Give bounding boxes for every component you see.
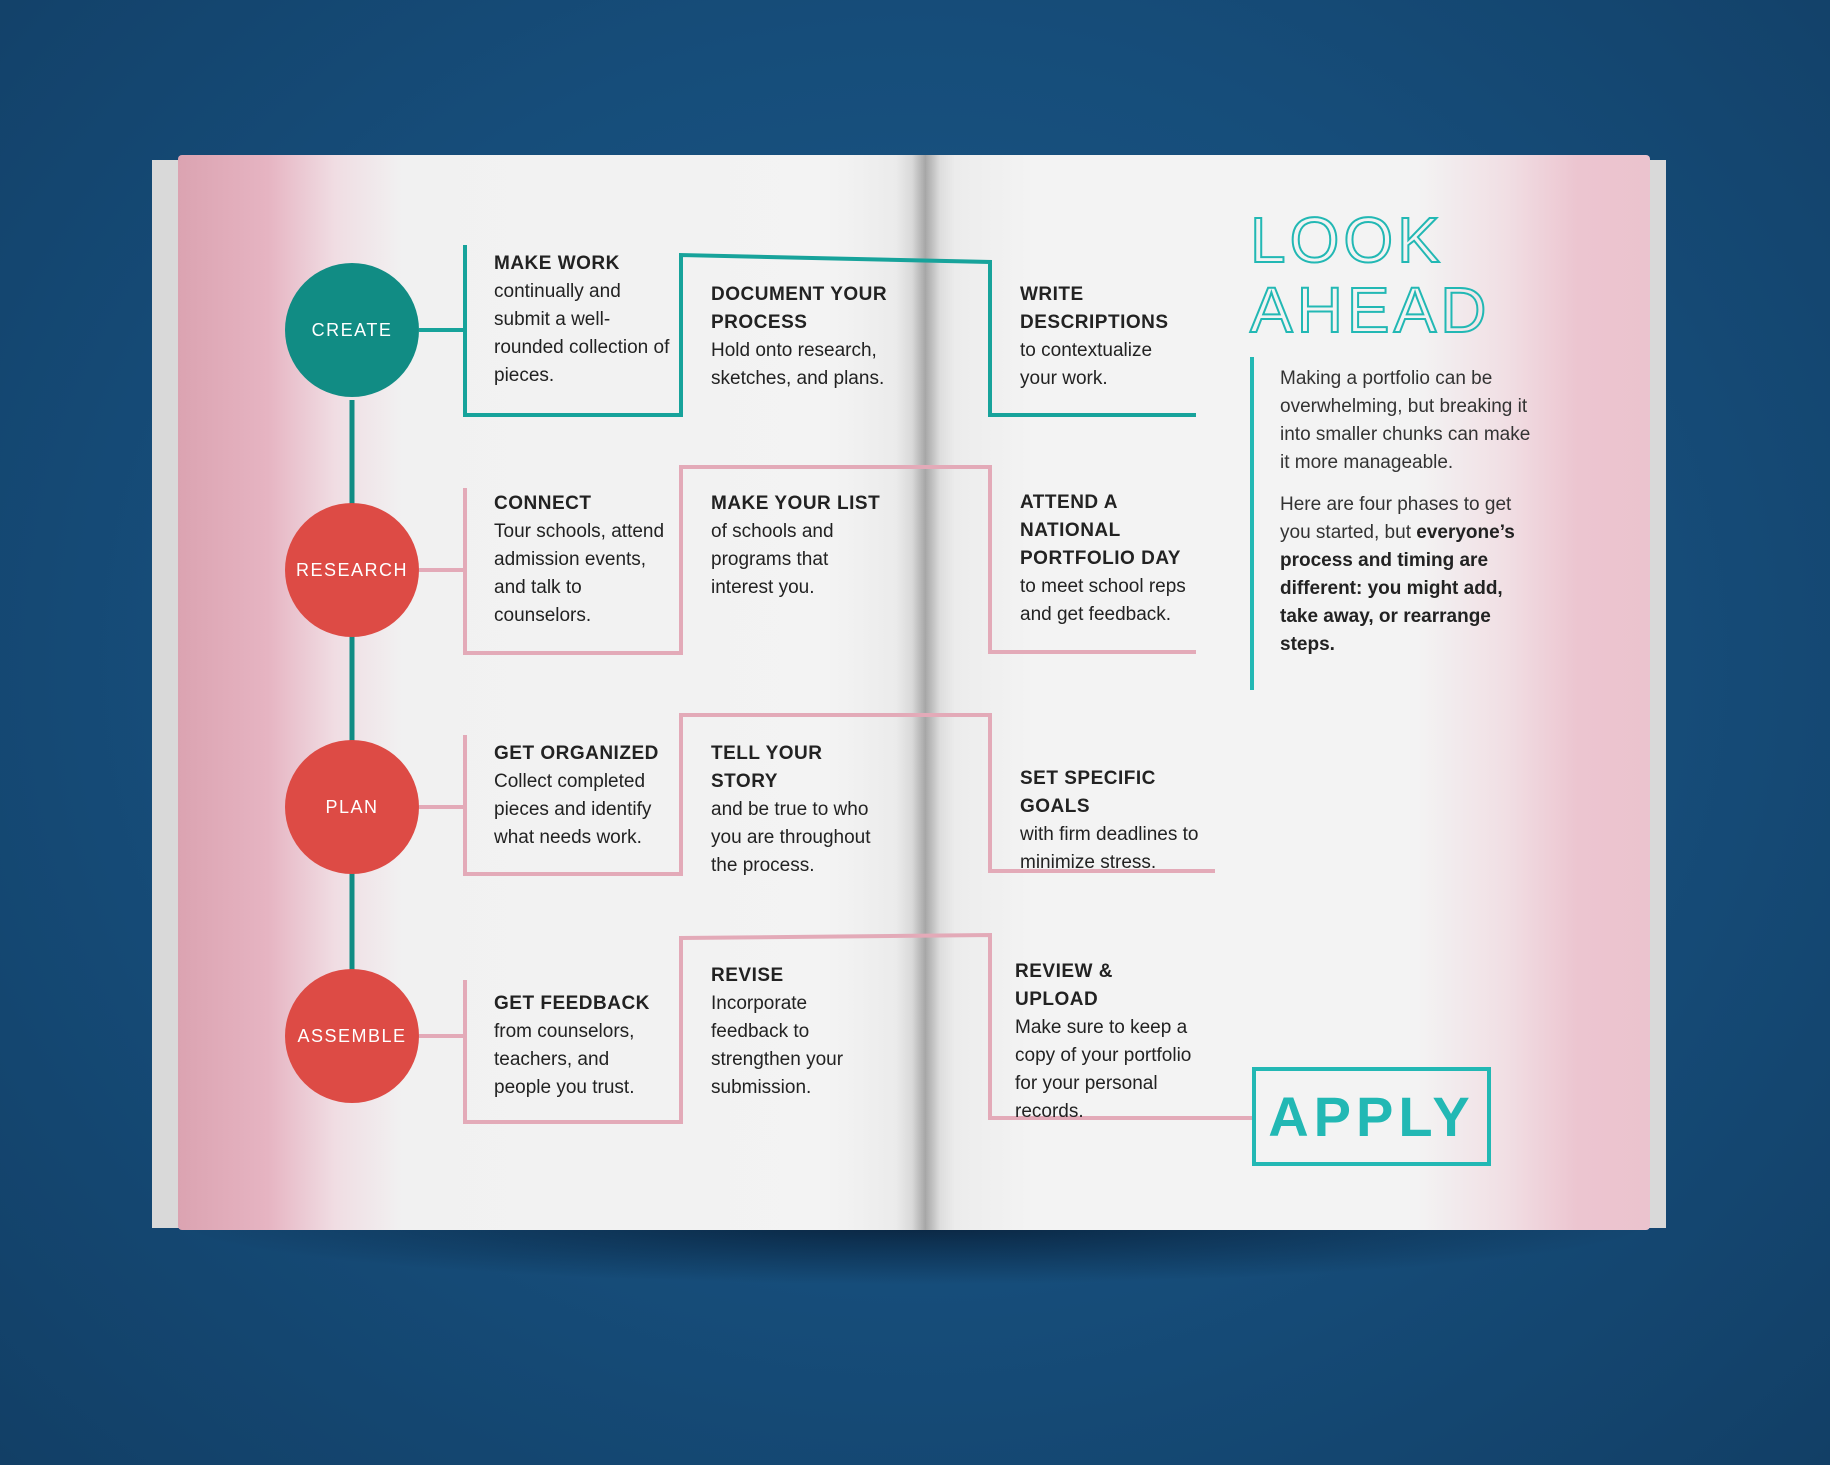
intro-paragraph-2-bold: everyone’s process and timing are different: you might add, take away, or rearrange steps. xyxy=(1280,522,1515,655)
step-review-upload xyxy=(1015,958,1200,1126)
step-document-process xyxy=(711,281,901,393)
phase-research-label: RESEARCH xyxy=(295,559,409,580)
step-body: and be true to who you are throughout the process. xyxy=(711,799,871,876)
step-heading: CONNECT xyxy=(494,493,592,514)
assemble-connector xyxy=(419,980,465,1036)
step-body: continually and submit a well-rounded collection of pieces. xyxy=(494,281,670,386)
look-ahead-title xyxy=(1250,205,1491,345)
step-make-work xyxy=(494,250,674,390)
intro-paragraph-2 xyxy=(1280,491,1540,659)
research-connector xyxy=(419,488,465,570)
step-heading: ATTEND A NATIONAL PORTFOLIO DAY xyxy=(1020,492,1181,569)
intro-paragraph-1: Making a portfolio can be overwhelming, but breaking it into smaller chunks can make it more manageable. xyxy=(1280,368,1531,473)
step-heading: SET SPECIFIC GOALS xyxy=(1020,768,1156,817)
step-heading: GET ORGANIZED xyxy=(494,743,659,764)
step-body: Hold onto research, sketches, and plans. xyxy=(711,340,885,389)
apply-label: APPLY xyxy=(1268,1085,1475,1148)
create-connector xyxy=(419,245,465,330)
intro-text xyxy=(1280,365,1540,673)
step-heading: WRITE DESCRIPTIONS xyxy=(1020,284,1169,333)
step-body: Make sure to keep a copy of your portfolio for your personal records. xyxy=(1015,1017,1192,1122)
intro-paragraph-2-regular: Here are four phases to get you started, but xyxy=(1280,494,1512,543)
apply-box xyxy=(1252,1067,1491,1166)
step-heading: TELL YOUR STORY xyxy=(711,743,823,792)
step-revise xyxy=(711,962,886,1102)
phase-create xyxy=(285,263,419,397)
step-body: Tour schools, attend admission events, and talk to counselors. xyxy=(494,521,665,626)
step-heading: REVISE xyxy=(711,965,784,986)
step-get-organized xyxy=(494,740,674,852)
step-body: to meet school reps and get feedback. xyxy=(1020,576,1186,625)
step-write-descriptions xyxy=(1020,281,1185,393)
step-body: from counselors, teachers, and people you trust. xyxy=(494,1021,635,1098)
step-body: Collect completed pieces and identify what needs work. xyxy=(494,771,652,848)
phase-assemble xyxy=(285,969,419,1103)
step-heading: DOCUMENT YOUR PROCESS xyxy=(711,284,888,333)
step-heading: MAKE WORK xyxy=(494,253,620,274)
step-heading: REVIEW & UPLOAD xyxy=(1015,961,1113,1010)
phase-research xyxy=(285,503,419,637)
step-body: of schools and programs that interest you. xyxy=(711,521,834,598)
title-line-1: LOOK xyxy=(1250,204,1444,276)
step-body: Incorporate feedback to strengthen your submission. xyxy=(711,993,844,1098)
step-body: with firm deadlines to minimize stress. xyxy=(1020,824,1199,873)
step-get-feedback xyxy=(494,990,669,1102)
step-tell-story xyxy=(711,740,891,880)
step-national-portfolio-day xyxy=(1020,489,1200,629)
title-line-2: AHEAD xyxy=(1250,274,1491,346)
step-heading: MAKE YOUR LIST xyxy=(711,493,881,514)
step-body: to contextualize your work. xyxy=(1020,340,1153,389)
plan-connector xyxy=(419,735,465,807)
phase-create-label: CREATE xyxy=(311,319,393,340)
step-make-list xyxy=(711,490,886,602)
step-heading: GET FEEDBACK xyxy=(494,993,650,1014)
phase-plan-label: PLAN xyxy=(325,796,379,817)
phase-assemble-label: ASSEMBLE xyxy=(297,1025,407,1046)
step-specific-goals xyxy=(1020,765,1220,877)
phase-plan xyxy=(285,740,419,874)
step-connect xyxy=(494,490,674,630)
